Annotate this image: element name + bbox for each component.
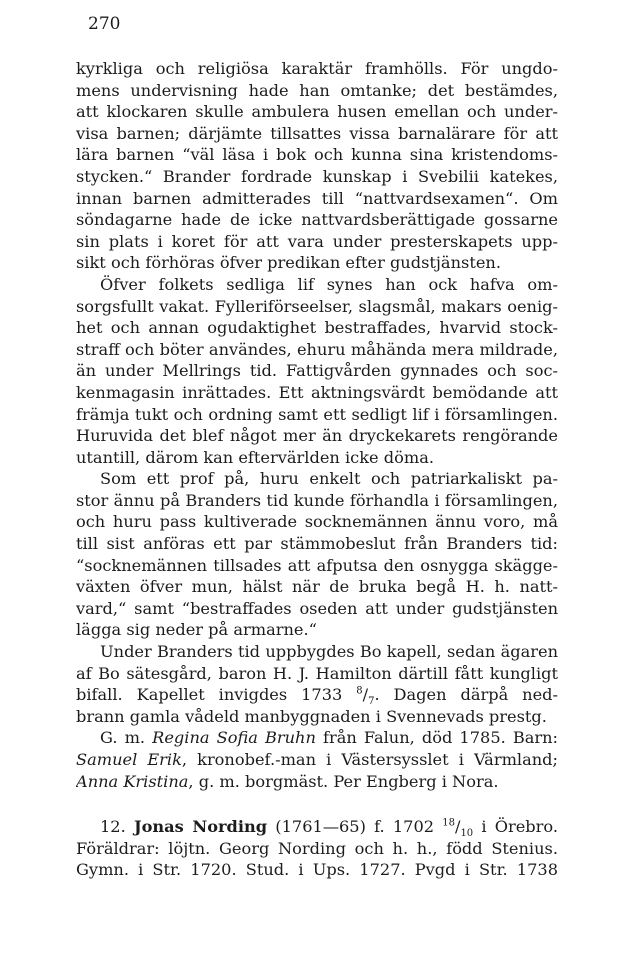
text-line: Som ett prof på, huru enkelt och patriarkaliskt pa- [100,469,558,489]
text-line: Gymn. i Str. 1720. Stud. i Ups. 1727. Pvgd i Str. 1738 [76,860,558,880]
text-line: straff och böter användes, ehuru måhända mera mildrade, [76,339,558,359]
text-line [76,749,558,771]
text-line: främja tukt och ordning samt ett sedligt lif i församlingen. [76,404,558,424]
text-line: sin plats i koret för att vara under presterskapets upp- [76,231,558,251]
text-line: brann gamla vådeld manbyggnaden i Svennevads prestg. [76,706,547,726]
text-line: växten öfver mun, hälst när de bruka begå H. h. natt- [76,577,558,597]
text-line: 12. Jonas Nording (1761—65) f. 1702 $^{18}/_{10}$ i Örebro. [100,817,558,838]
text-line: “socknemännen tillsades att afputsa den osnygga skägge- [76,555,558,575]
text-segment: (1761—65) f. 1702 [267,817,443,837]
text-line: het och annan ogudaktighet bestraffades, hvarvid stock- [76,318,558,338]
text-line [76,727,558,749]
text-line: kyrkliga och religiösa karaktär framhölls. För ungdo- [76,59,558,78]
text-line: Under Branders tid uppbygdes Bo kapell, sedan ägaren [100,642,558,662]
text-segment: . Dagen därpå ned- [374,685,558,705]
text-line: och huru pass kultiverade socknemännen ännu voro, må [76,512,558,532]
date-sub: 10 [460,828,474,838]
text-segment: i Örebro. [473,817,558,837]
child-name: Samuel Erik [76,750,182,769]
text-line: bifall. Kapellet invigdes 1733 $^8/_7$. Dagen därpå ned- [76,685,558,706]
date-sub: 7 [368,696,375,706]
text-segment: från Falun, död 1785. Barn: [315,728,558,748]
text-line: än under Mellrings tid. Fattigvården gynnades och soc- [76,361,558,381]
text-line: lägga sig neder på armarne.“ [76,620,317,640]
child-name: Anna Kristina [76,771,189,791]
page-number: 270 [88,14,121,34]
date-sup: 18 [442,817,455,829]
text-line: af Bo sätesgård, baron H. J. Hamilton därtill fått kungligt [76,663,558,683]
text-segment: , kronobef.-man i Västersysslet i Värmland; [181,750,558,769]
text-line: stor ännu på Branders tid kunde förhandla i församlingen, [76,490,558,510]
text-line: mens undervisning hade han omtanke; det bestämdes, [76,80,558,100]
text-line: stycken.“ Brander fordrade kunskap i Svebilii katekes, [76,166,558,186]
date-sup: 8 [356,685,363,697]
text-line: Huruvida det blef något mer än dryckekarets rengörande [76,426,558,446]
text-line: Öfver folkets sedliga lif synes han ock hafva om- [100,274,558,294]
text-line: att klockaren skulle ambulera husen emellan och under- [76,102,558,122]
text-line [76,771,558,793]
text-line: utantill, därom kan eftervärlden icke döma. [76,447,435,467]
text-segment: , g. m. borgmäst. Per Engberg i Nora. [188,771,499,791]
entry-name: Jonas Nording [133,817,268,837]
text-line: lära barnen “väl läsa i bok och kunna sina kristendoms- [76,145,558,165]
text-line: kenmagasin inrättades. Ett aktningsvärdt bemödande att [76,382,558,402]
text-line: innan barnen admitterades till “nattvardsexamen“. Om [76,188,558,208]
text-line: sikt och förhöras öfver predikan efter gudstjänsten. [76,253,501,273]
text-line: till sist anföras ett par stämmobeslut från Branders tid: [76,534,558,554]
text-line: visa barnen; därjämte tillsattes vissa barnalärare för att [76,123,558,143]
body-text [76,58,558,881]
entry-number: 12. [100,817,126,837]
text-line: Föräldrar: löjtn. Georg Nording och h. h., född Stenius. [76,838,558,858]
text-segment: G. m. [100,728,153,748]
text-line: söndagarne hade de icke nattvardsberättigade gossarne [76,210,558,230]
text-line: vard,“ samt “bestraffades oseden att under gudstjänsten [76,598,558,618]
text-segment: bifall. Kapellet invigdes 1733 [76,685,357,705]
text-line: sorgsfullt vakat. Fylleriförseelser, slagsmål, makars oenig- [76,296,558,316]
wife-name: Regina Sofia Bruhn [152,728,316,748]
